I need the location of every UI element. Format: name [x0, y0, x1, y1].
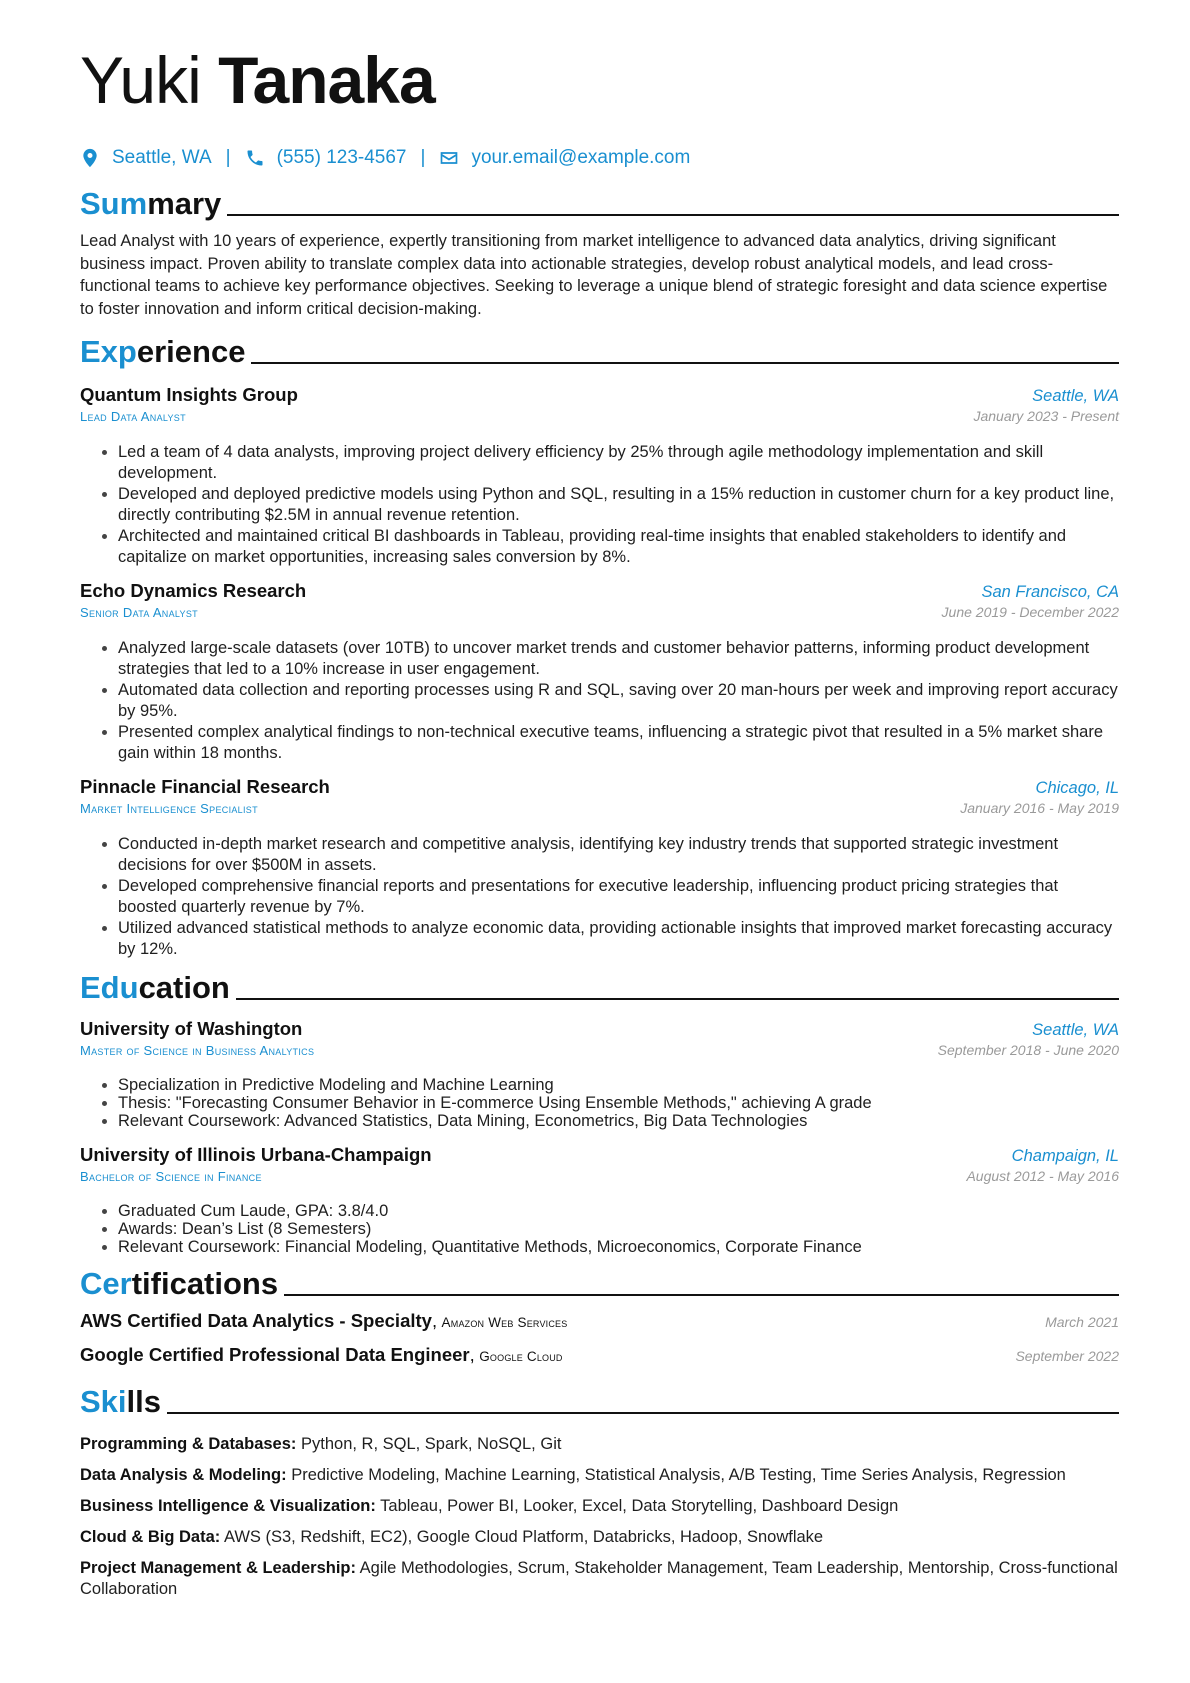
school-location: Champaign, IL [1011, 1147, 1119, 1165]
school-name: University of Illinois Urbana-Champaign [80, 1144, 432, 1165]
skill-values: Predictive Modeling, Machine Learning, Statistical Analysis, A/B Testing, Time Series Analysis, Regression [291, 1466, 1066, 1484]
skill-category: Business Intelligence & Visualization: [80, 1497, 376, 1515]
education-entry [80, 1018, 1119, 1130]
bullet-item: • Graduated Cum Laude, GPA: 3.8/4.0 [118, 1202, 1119, 1220]
location-text: Seattle, WA [112, 147, 212, 168]
skill-category: Project Management & Leadership: [80, 1559, 356, 1577]
bullet-list [80, 1076, 1119, 1130]
map-pin-icon [80, 148, 100, 168]
job-title: Lead Data Analyst [80, 409, 186, 424]
candidate-name [80, 40, 1119, 120]
bullet-item: • Awards: Dean’s List (8 Semesters) [118, 1220, 1119, 1238]
bullet-list [80, 1202, 1119, 1256]
section-rule [251, 362, 1119, 364]
bullet-item: • Presented complex analytical findings to non-technical executive teams, influencing a strategic pivot that resulted in a 5% market share gain within 18 months. [118, 722, 1119, 764]
certification-item [80, 1310, 1119, 1344]
experience-entry [80, 776, 1119, 960]
section-rule [236, 998, 1119, 1000]
section-rule [227, 214, 1119, 216]
bullet-item: • Specialization in Predictive Modeling and Machine Learning [118, 1076, 1119, 1094]
job-dates: January 2016 - May 2019 [960, 800, 1119, 816]
bullet-item: • Thesis: "Forecasting Consumer Behavior in E-commerce Using Ensemble Methods," achieving A grade [118, 1094, 1119, 1112]
resume-page [80, 40, 1119, 1610]
section-title: Skills [80, 1384, 161, 1419]
job-title: Market Intelligence Specialist [80, 801, 258, 816]
email-link[interactable]: your.email@example.com [471, 147, 691, 168]
school-name: University of Washington [80, 1018, 303, 1039]
certification-title: AWS Certified Data Analytics - Specialty [80, 1310, 432, 1331]
bullet-list [80, 442, 1119, 568]
job-title: Senior Data Analyst [80, 605, 198, 620]
bullet-item: • Utilized advanced statistical methods to analyze economic data, providing actionable insights that improved market forecasting accuracy by 12%. [118, 918, 1119, 960]
job-dates: June 2019 - December 2022 [941, 604, 1119, 620]
certification-separator: , [431, 1310, 438, 1331]
section-title: Summary [80, 186, 222, 221]
bullet-item: • Conducted in-depth market research and competitive analysis, identifying key industry trends that supported strategic investment decisions for over $500M in assets. [118, 834, 1119, 876]
first-name: Yuki [80, 43, 201, 117]
section-rule [167, 1412, 1119, 1414]
skill-values: Agile Methodologies, Scrum, Stakeholder Management, Team Leadership, Mentorship, Cross-functional Collaboration [80, 1559, 1118, 1598]
experience-entry [80, 384, 1119, 568]
section-title: Education [80, 970, 230, 1005]
bullet-item: • Led a team of 4 data analysts, improving project delivery efficiency by 25% through agile methodology implementation and skill development. [118, 442, 1119, 484]
contact-bar [80, 144, 1119, 172]
skill-values: AWS (S3, Redshift, EC2), Google Cloud Platform, Databricks, Hadoop, Snowflake [223, 1528, 824, 1546]
job-location: Chicago, IL [1035, 779, 1119, 797]
phone-icon [245, 148, 265, 168]
skill-row [80, 1496, 1119, 1517]
education-heading [80, 966, 1119, 1006]
bullet-item: • Relevant Coursework: Advanced Statistics, Data Mining, Econometrics, Big Data Technologies [118, 1112, 1119, 1130]
company-name: Pinnacle Financial Research [80, 776, 330, 797]
contact-location [80, 147, 212, 169]
certification-date: March 2021 [1045, 1314, 1119, 1330]
job-location: San Francisco, CA [981, 583, 1119, 601]
last-name: Tanaka [218, 43, 435, 117]
certification-item [80, 1344, 1119, 1378]
skill-category: Programming & Databases: [80, 1435, 297, 1453]
contact-separator: | [420, 147, 426, 168]
skills-heading [80, 1380, 1119, 1420]
certification-separator: , [469, 1344, 475, 1365]
certifications-heading [80, 1262, 1119, 1302]
bullet-list [80, 638, 1119, 764]
experience-entry [80, 580, 1119, 764]
contact-phone[interactable] [245, 147, 407, 169]
skill-row [80, 1465, 1119, 1486]
summary-heading [80, 182, 1119, 222]
contact-email[interactable] [439, 147, 690, 169]
skill-row [80, 1558, 1119, 1600]
envelope-icon [439, 148, 459, 168]
job-dates: January 2023 - Present [973, 408, 1119, 424]
skills-list [80, 1434, 1119, 1600]
certification-issuer: Amazon Web Services [441, 1315, 568, 1330]
education-dates: August 2012 - May 2016 [966, 1168, 1119, 1184]
degree-name: Bachelor of Science in Finance [80, 1169, 262, 1184]
bullet-item: • Automated data collection and reporting processes using R and SQL, saving over 20 man-hours per week and improving report accuracy by 95%. [118, 680, 1119, 722]
section-rule [284, 1294, 1119, 1296]
certification-issuer: Google Cloud [479, 1349, 563, 1364]
section-title: Experience [80, 334, 246, 369]
degree-name: Master of Science in Business Analytics [80, 1043, 315, 1058]
education-dates: September 2018 - June 2020 [937, 1042, 1119, 1058]
summary-text: Lead Analyst with 10 years of experience, expertly transitioning from market intelligence to advanced data analytics, driving significant business impact. Proven ability to translate complex data into actionable strategies, develop robust analytical models, and lead cross-functional teams to achieve key performance objectives. Seeking to leverage a unique blend of strategic foresight and data science expertise to foster innovation and inform critical decision-making. [80, 232, 1108, 318]
job-location: Seattle, WA [1032, 387, 1119, 405]
certification-date: September 2022 [1015, 1348, 1119, 1364]
certification-list [80, 1310, 1119, 1378]
skill-values: Tableau, Power BI, Looker, Excel, Data Storytelling, Dashboard Design [380, 1497, 899, 1515]
experience-heading [80, 330, 1119, 370]
skill-category: Cloud & Big Data: [80, 1528, 221, 1546]
bullet-item: • Analyzed large-scale datasets (over 10TB) to uncover market trends and customer behavior patterns, informing product development strategies that led to a 10% increase in user engagement. [118, 638, 1119, 680]
phone-text[interactable]: (555) 123-4567 [276, 147, 407, 168]
section-title: Certifications [80, 1266, 279, 1301]
bullet-item: • Architected and maintained critical BI dashboards in Tableau, providing real-time insights that enabled stakeholders to identify and capitalize on market opportunities, increasing sales conversion by 8%. [118, 526, 1119, 568]
bullet-list [80, 834, 1119, 960]
school-location: Seattle, WA [1032, 1021, 1119, 1039]
certification-title: Google Certified Professional Data Engineer [80, 1344, 470, 1365]
company-name: Echo Dynamics Research [80, 580, 307, 601]
company-name: Quantum Insights Group [80, 384, 298, 405]
contact-separator: | [225, 147, 231, 168]
bullet-item: • Developed and deployed predictive models using Python and SQL, resulting in a 15% reduction in customer churn for a key product line, directly contributing $2.5M in annual revenue retention. [118, 484, 1119, 526]
education-entry [80, 1144, 1119, 1256]
bullet-item: • Relevant Coursework: Financial Modeling, Quantitative Methods, Microeconomics, Corporate Finance [118, 1238, 1119, 1256]
skill-values: Python, R, SQL, Spark, NoSQL, Git [301, 1435, 562, 1453]
skill-row [80, 1434, 1119, 1455]
bullet-item: • Developed comprehensive financial reports and presentations for executive leadership, influencing product pricing strategies that boosted quarterly revenue by 7%. [118, 876, 1119, 918]
skill-category: Data Analysis & Modeling: [80, 1466, 287, 1484]
skill-row [80, 1527, 1119, 1548]
